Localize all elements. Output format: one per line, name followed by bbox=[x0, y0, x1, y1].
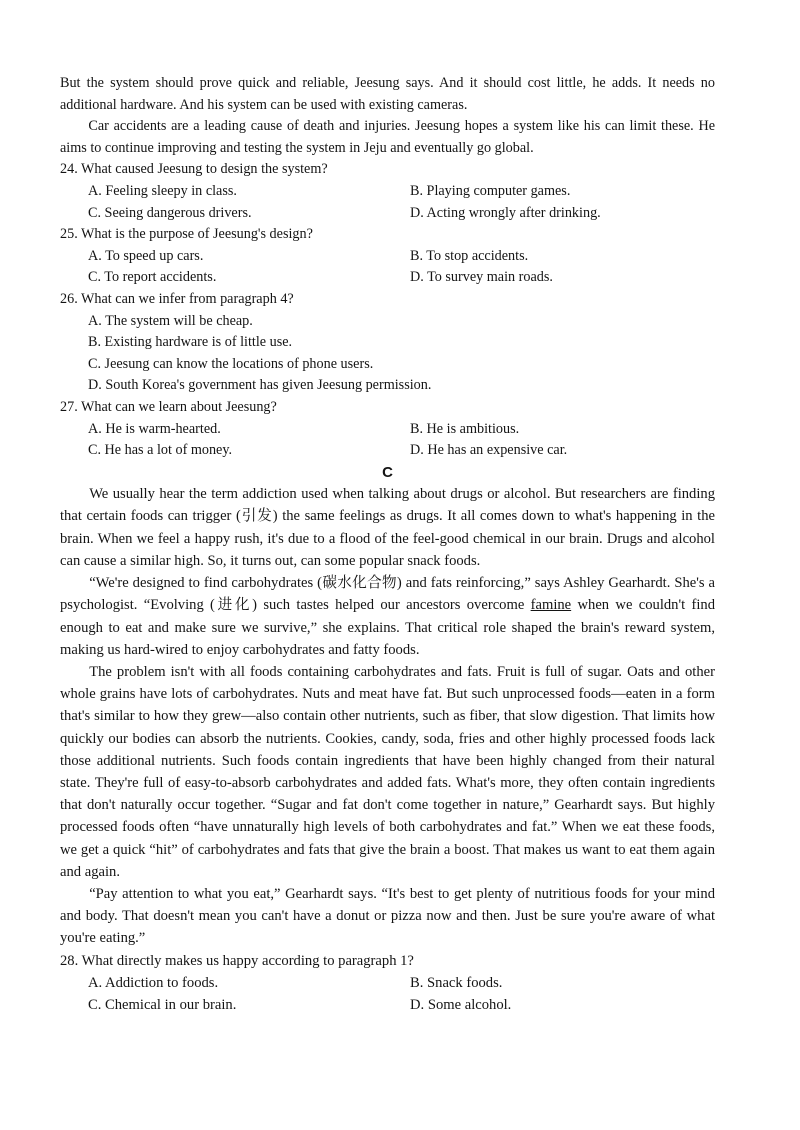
question-stem: 25. What is the purpose of Jeesung's design? bbox=[60, 226, 313, 243]
question-options bbox=[60, 972, 715, 1016]
question-options bbox=[60, 311, 715, 397]
passage-c bbox=[60, 483, 715, 1016]
question-options bbox=[60, 419, 715, 462]
question-27 bbox=[60, 397, 715, 462]
question-options bbox=[60, 246, 715, 289]
question-options bbox=[60, 181, 715, 224]
question-25 bbox=[60, 224, 715, 289]
option-a: A. He is warm-hearted. bbox=[88, 420, 221, 437]
option-a: A. To speed up cars. bbox=[88, 247, 204, 264]
underlined-word-famine: famine bbox=[530, 597, 572, 614]
option-c: C. Jeesung can know the locations of phone users. bbox=[88, 355, 374, 372]
passage-c-paragraph-1: We usually hear the term addiction used when talking about drugs or alcohol. But researchers are finding that certain foods can trigger (引发) the same feelings as drugs. It all comes down to what's happening in the brain. When we feel a happy rush, it's due to a flood of the feel-good chemical in our brain. Drugs and alcohol can cause a similar high. So, it turns out, can some popular snack foods. bbox=[60, 486, 715, 569]
paragraph-text: when we couldn't find enough to eat and make sure we survive,” she explains. That critical role shaped the brain's reward system, making us hard-wired to enjoy carbohydrates and fatty foods. bbox=[60, 597, 715, 658]
section-heading-c: C bbox=[382, 463, 393, 481]
question-stem: 26. What can we infer from paragraph 4? bbox=[60, 290, 294, 307]
passage-c-paragraph-4: “Pay attention to what you eat,” Gearhardt says. “It's best to get plenty of nutritious foods for your mind and body. That doesn't mean you can't have a donut or pizza now and then. Just be sure you're aware of what you're eating.” bbox=[60, 885, 715, 947]
option-c: C. Chemical in our brain. bbox=[88, 996, 237, 1013]
option-b: B. Snack foods. bbox=[410, 974, 503, 991]
option-c: C. Seeing dangerous drivers. bbox=[88, 204, 252, 221]
passage-b-paragraph: But the system should prove quick and reliable, Jeesung says. And it should cost little, he adds. It needs no additional hardware. And his system can be used with existing cameras. bbox=[60, 75, 715, 113]
option-b: B. To stop accidents. bbox=[410, 247, 529, 264]
option-d: D. He has an expensive car. bbox=[410, 442, 568, 459]
option-d: D. Some alcohol. bbox=[410, 996, 512, 1013]
option-d: D. Acting wrongly after drinking. bbox=[410, 204, 601, 221]
question-stem: 27. What can we learn about Jeesung? bbox=[60, 398, 277, 415]
option-c: C. He has a lot of money. bbox=[88, 442, 233, 459]
option-b: B. He is ambitious. bbox=[410, 420, 520, 437]
page-content bbox=[60, 73, 715, 1016]
option-a: A. Addiction to foods. bbox=[88, 974, 219, 991]
option-c: C. To report accidents. bbox=[88, 269, 217, 286]
question-28 bbox=[60, 950, 715, 1017]
question-stem: 28. What directly makes us happy according to paragraph 1? bbox=[60, 952, 414, 969]
option-a: A. The system will be cheap. bbox=[88, 312, 253, 329]
passage-b-paragraph: Car accidents are a leading cause of death and injuries. Jeesung hopes a system like his can limit these. He aims to continue improving and testing the system in Jeju and eventually go global. bbox=[60, 118, 715, 156]
option-d: D. South Korea's government has given Jeesung permission. bbox=[88, 377, 432, 394]
option-b: B. Playing computer games. bbox=[410, 182, 571, 199]
passage-c-paragraph-3: The problem isn't with all foods containing carbohydrates and fats. Fruit is full of sugar. Oats and other whole grains have lots of carbohydrates. Nuts and meat have fat. But such unprocessed foods—eaten in a form that's similar to how they grew—also contain other nutrients, such as fiber, that slow digestion. That limits how quickly our bodies can absorb the nutrients. Cookies, candy, soda, fries and other highly processed foods lack those additional nutrients. Such foods contain ingredients that have been highly changed from their natural state. They're full of easy-to-absorb carbohydrates and added fats. What's more, they often contain ingredients that don't naturally occur together. “Sugar and fat don't come together in nature,” Gearhardt says. But highly processed foods often “have unnaturally high levels of both carbohydrates and fat.” When we eat these foods, we get a quick “hit” of carbohydrates and fats that give the brain a boost. That makes us want to eat them again and again. bbox=[60, 663, 715, 880]
question-26 bbox=[60, 289, 715, 397]
passage-c-paragraph-2 bbox=[60, 572, 715, 661]
paragraph-text: “We're designed to find carbohydrates (碳水化合物) and fats reinforcing,” says Ashley Gearhardt. She's a psychologist. “Evolving (进化) such tastes helped our ancestors overcome bbox=[60, 575, 715, 614]
option-a: A. Feeling sleepy in class. bbox=[88, 182, 237, 199]
question-24 bbox=[60, 159, 715, 224]
option-d: D. To survey main roads. bbox=[410, 269, 553, 286]
question-stem: 24. What caused Jeesung to design the system? bbox=[60, 161, 328, 178]
option-b: B. Existing hardware is of little use. bbox=[88, 334, 293, 351]
